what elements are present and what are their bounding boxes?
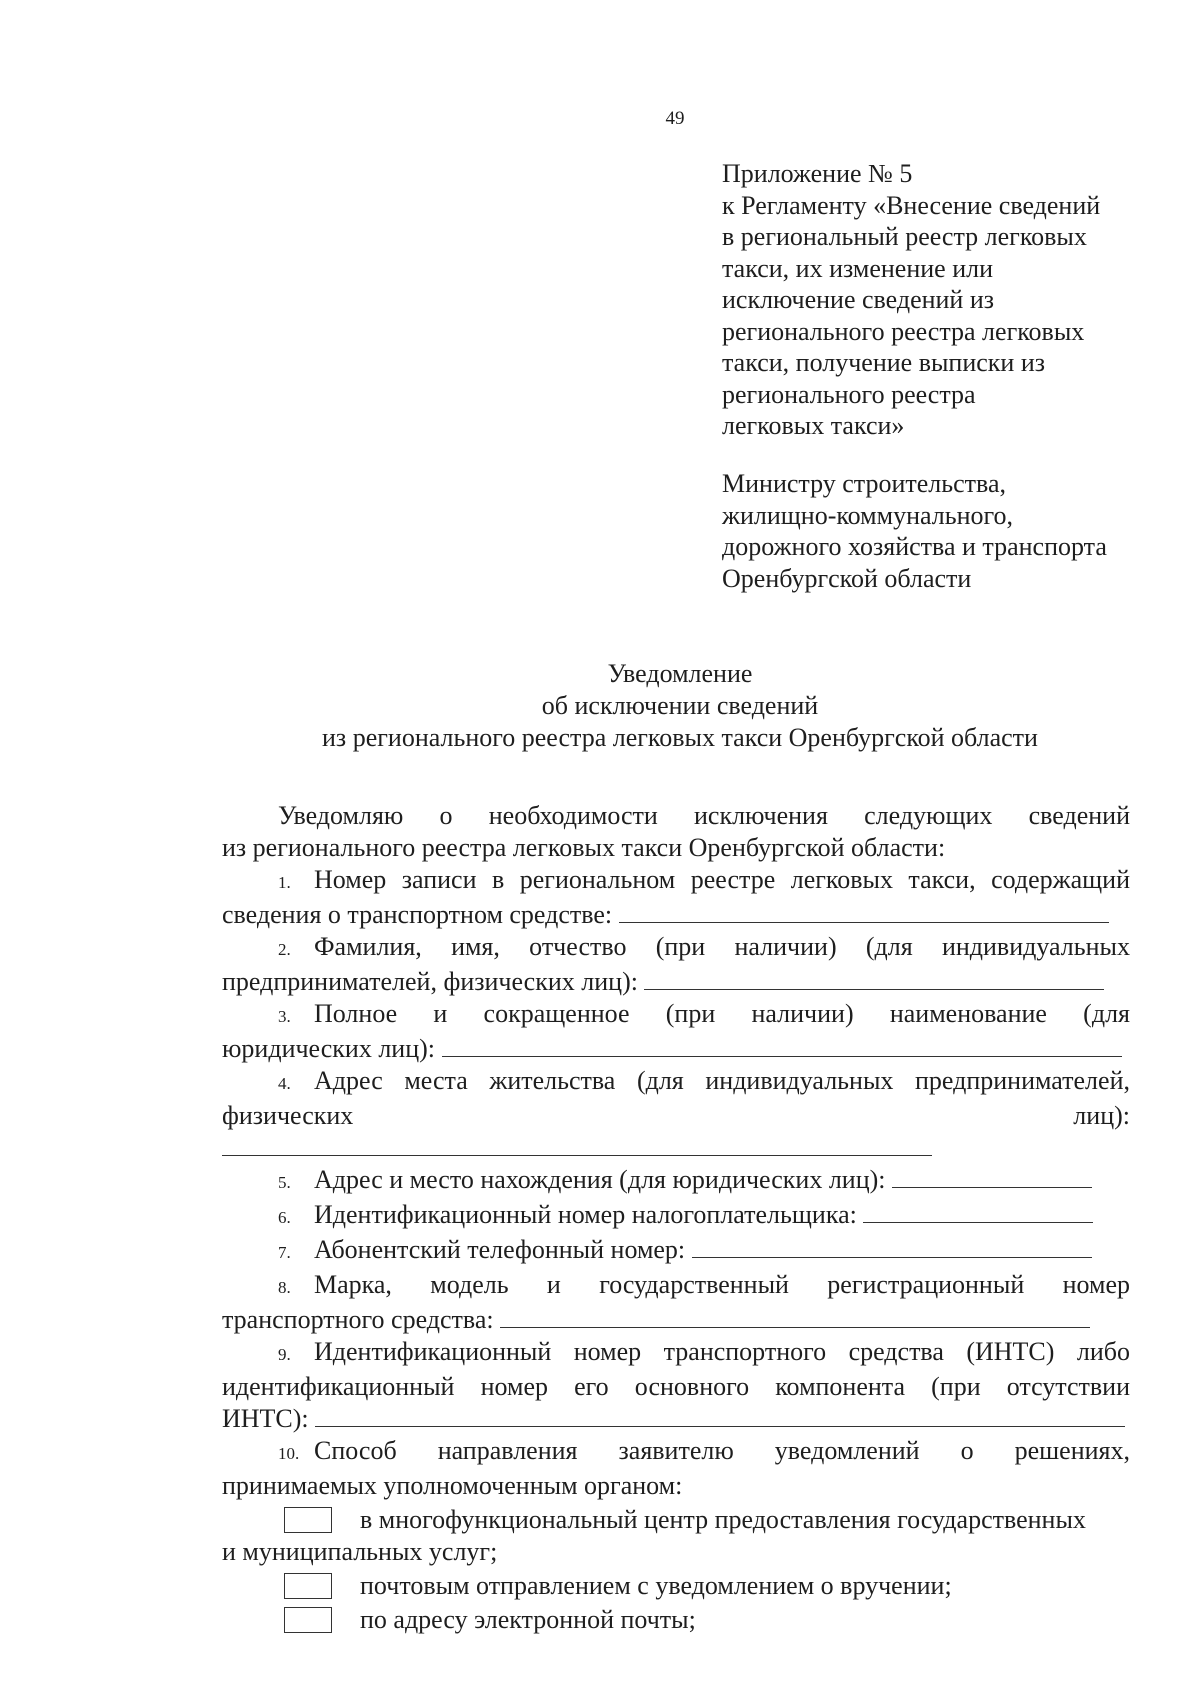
list-item-cont [222, 899, 1130, 931]
item-number: 7. [278, 1243, 291, 1262]
checkbox-mfc[interactable] [284, 1507, 332, 1533]
title-line: из регионального реестра легковых такси Оренбургской области [322, 723, 1038, 752]
item-text: предпринимателей, физических лиц): [222, 967, 638, 996]
item-text: Способ направления заявителю уведомлений о решениях, [314, 1436, 1130, 1465]
fill-line[interactable] [619, 902, 1109, 923]
item-number: 2. [278, 940, 291, 959]
list-item-cont [222, 1371, 1130, 1403]
addressee-line: дорожного хозяйства и транспорта [722, 532, 1107, 561]
item-text: Абонентский телефонный номер: [314, 1235, 686, 1264]
fill-line[interactable] [644, 969, 1104, 990]
delivery-option [222, 1502, 1130, 1536]
appendix-line: в региональный реестр легковых [722, 222, 1087, 251]
item-text: Полное и сокращенное (при наличии) наименование (для [314, 999, 1130, 1028]
item-number: 4. [278, 1074, 291, 1093]
list-item-cont [222, 1403, 1130, 1435]
fill-line[interactable] [500, 1307, 1090, 1328]
list-item [222, 1435, 1130, 1470]
delivery-option [222, 1602, 1130, 1636]
document-title [180, 658, 1180, 754]
option-label: почтовым отправлением с уведомлением о вручении; [360, 1571, 952, 1601]
item-text: Номер записи в региональном реестре легковых такси, содержащий [314, 865, 1130, 894]
option-label: в многофункциональный центр предоставления государственных [360, 1505, 1086, 1535]
item-text: Идентификационный номер транспортного средства (ИНТС) либо [314, 1337, 1130, 1366]
list-item [222, 1269, 1130, 1304]
option-label: по адресу электронной почты; [360, 1605, 696, 1635]
fill-line[interactable] [863, 1202, 1093, 1223]
list-item [222, 1336, 1130, 1371]
list-item [222, 1065, 1130, 1100]
page-number: 49 [665, 108, 685, 129]
item-text: ИНТС): [222, 1404, 309, 1433]
item-text: физических лиц): [222, 1101, 1130, 1130]
item-text: транспортного средства: [222, 1305, 494, 1334]
item-number: 1. [278, 873, 291, 892]
appendix-line: регионального реестра [722, 379, 976, 409]
option-label-cont: и муниципальных услуг; [222, 1537, 498, 1567]
list-item [222, 1199, 1130, 1234]
fill-line[interactable] [692, 1237, 1092, 1258]
delivery-option [222, 1568, 1130, 1602]
appendix-line: Приложение № 5 [722, 159, 913, 188]
appendix-line: такси, получение выписки из [722, 348, 1046, 377]
list-item [222, 864, 1130, 899]
checkbox-post[interactable] [284, 1573, 332, 1599]
item-number: 9. [278, 1345, 291, 1364]
title-line: об исключении сведений [541, 691, 819, 720]
addressee-block [722, 468, 1162, 594]
item-text: Адрес и место нахождения (для юридических лиц): [314, 1165, 886, 1194]
appendix-line: к Регламенту «Внесение сведений [722, 190, 1101, 220]
item-text: Фамилия, имя, отчество (при наличии) (для индивидуальных [314, 932, 1130, 961]
fill-line[interactable] [892, 1167, 1092, 1188]
list-item [222, 931, 1130, 966]
appendix-line: легковых такси» [722, 411, 905, 440]
list-item-cont [222, 966, 1130, 998]
item-number: 3. [278, 1007, 291, 1026]
list-item [222, 1234, 1130, 1269]
checkbox-email[interactable] [284, 1607, 332, 1633]
list-item-cont [222, 1100, 1130, 1164]
addressee-line: Оренбургской области [722, 563, 972, 593]
appendix-line: исключение сведений из [722, 285, 995, 314]
item-text: идентификационный номер его основного компонента (при отсутствии [222, 1372, 1130, 1401]
item-text: юридических лиц): [222, 1034, 436, 1063]
item-text: сведения о транспортном средстве: [222, 900, 613, 929]
fill-line[interactable] [315, 1406, 1125, 1427]
item-text: Марка, модель и государственный регистрационный номер [314, 1270, 1130, 1299]
fill-line[interactable] [222, 1135, 932, 1156]
list-item [222, 998, 1130, 1033]
item-text: Идентификационный номер налогоплательщика: [314, 1200, 857, 1229]
item-text: Адрес места жительства (для индивидуальных предпринимателей, [314, 1066, 1130, 1095]
notice-body [222, 800, 1130, 1636]
item-number: 10. [278, 1444, 300, 1463]
item-text: принимаемых уполномоченным органом: [222, 1471, 683, 1500]
appendix-header [722, 158, 1162, 442]
appendix-line: такси, их изменение или [722, 253, 994, 283]
title-line: Уведомление [607, 659, 753, 688]
fill-line[interactable] [442, 1036, 1122, 1057]
list-item [222, 1164, 1130, 1199]
list-item-cont [222, 1470, 1130, 1502]
intro-line: из регионального реестра легковых такси Оренбургской области: [222, 833, 946, 862]
item-number: 6. [278, 1208, 291, 1227]
item-number: 8. [278, 1278, 291, 1297]
list-item-cont [222, 1304, 1130, 1336]
appendix-line: регионального реестра легковых [722, 316, 1085, 346]
list-item-cont [222, 1033, 1130, 1065]
addressee-line: Министру строительства, [722, 469, 1006, 498]
item-number: 5. [278, 1173, 291, 1192]
intro-line: Уведомляю о необходимости исключения следующих сведений [278, 801, 1130, 830]
addressee-line: жилищно-коммунального, [722, 500, 1014, 530]
